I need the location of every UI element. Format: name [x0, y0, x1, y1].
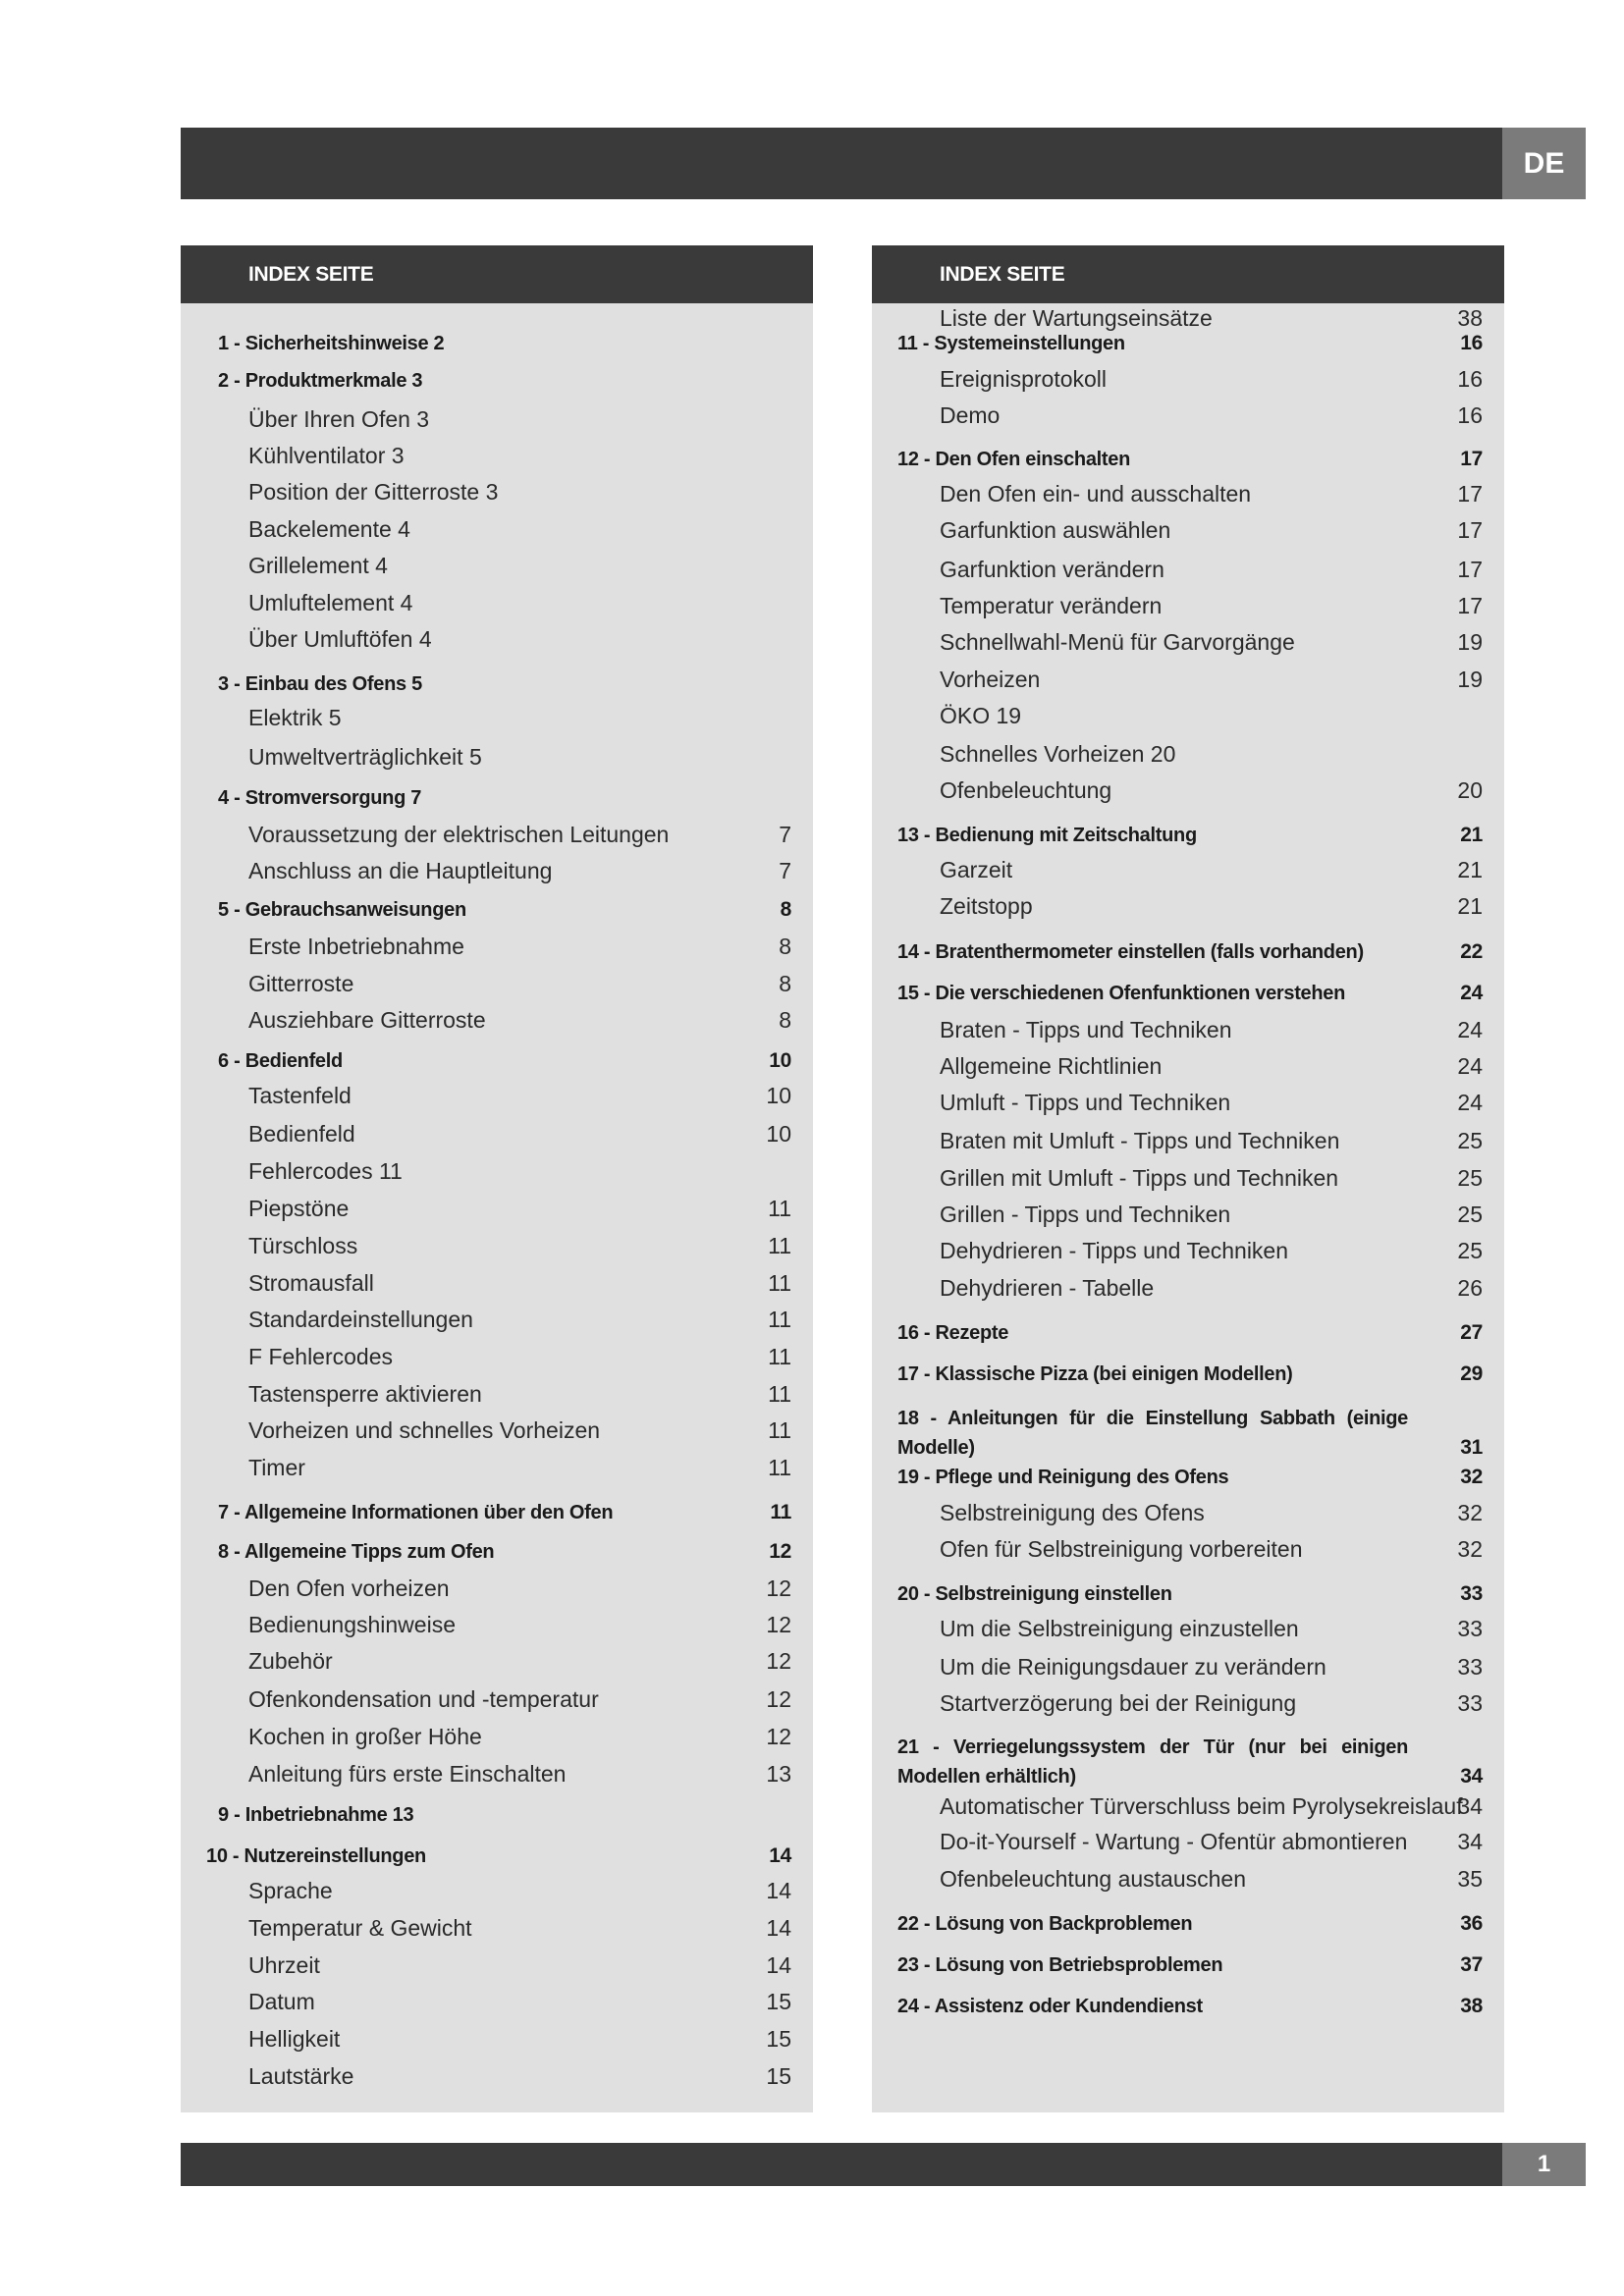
entry-title: Demo	[940, 402, 1001, 428]
entry-title: Backelemente 4	[248, 516, 410, 542]
entry-page-number: 32	[1457, 1500, 1483, 1525]
entry-title: Kühlventilator 3	[248, 443, 405, 468]
entry-page-number: 35	[1457, 1866, 1483, 1892]
entry-title: 1 - Sicherheitshinweise 2	[218, 333, 445, 354]
entry-title: Tastenfeld	[248, 1083, 352, 1108]
entry-title: 5 - Gebrauchsanweisungen	[218, 899, 466, 921]
entry-page-number: 12	[769, 1540, 791, 1563]
entry-title: 15 - Die verschiedenen Ofenfunktionen verstehen	[897, 983, 1346, 1004]
entry-page-number: 38	[1457, 305, 1483, 331]
entry-page-number: 17	[1457, 557, 1483, 582]
entry-title: 10 - Nutzereinstellungen	[206, 1845, 426, 1867]
entry-page-number: 11	[770, 1501, 791, 1523]
entry-title: Elektrik 5	[248, 705, 342, 730]
entry-title: Ofenbeleuchtung austauschen	[940, 1866, 1247, 1892]
entry-title: Zubehör	[248, 1648, 333, 1674]
entry-page-number: 21	[1460, 824, 1483, 846]
index-column-left	[181, 245, 813, 2112]
entry-title: Anschluss an die Hauptleitung	[248, 858, 553, 883]
index-header: INDEX SEITE	[181, 245, 813, 303]
entry-page-number: 25	[1457, 1238, 1483, 1263]
entry-title: Dehydrieren - Tabelle	[940, 1275, 1155, 1301]
entry-title: 9 - Inbetriebnahme 13	[218, 1804, 414, 1826]
entry-page-number: 34	[1460, 1765, 1483, 1788]
entry-page-number: 19	[1457, 667, 1483, 692]
entry-title: F Fehlercodes	[248, 1344, 394, 1369]
entry-page-number: 24	[1460, 982, 1483, 1004]
entry-page-number: 13	[766, 1761, 791, 1787]
entry-title: Schnelles Vorheizen 20	[940, 741, 1176, 767]
entry-title: Braten - Tipps und Techniken	[940, 1017, 1232, 1042]
entry-title: Allgemeine Richtlinien	[940, 1053, 1163, 1079]
entry-page-number: 22	[1460, 940, 1483, 963]
entry-page-number: 34	[1457, 1829, 1483, 1854]
entry-title: 18 - Anleitungen für die Einstellung Sabbath (einige Modelle)	[897, 1408, 1408, 1459]
entry-title: Uhrzeit	[248, 1952, 320, 1978]
header-bar	[181, 128, 1502, 199]
entry-title: Anleitung fürs erste Einschalten	[248, 1761, 567, 1787]
entry-title: Sprache	[248, 1878, 333, 1903]
entry-title: 20 - Selbstreinigung einstellen	[897, 1583, 1172, 1605]
entry-title: Umluftelement 4	[248, 590, 413, 615]
entry-title: 16 - Rezepte	[897, 1322, 1009, 1344]
entry-title: 14 - Bratenthermometer einstellen (falls vorhanden)	[897, 941, 1364, 963]
entry-title: Erste Inbetriebnahme	[248, 934, 464, 959]
entry-title: Umweltverträglichkeit 5	[248, 744, 482, 770]
entry-page-number: 24	[1457, 1053, 1483, 1079]
entry-page-number: 8	[780, 898, 791, 921]
entry-page-number: 25	[1457, 1201, 1483, 1227]
entry-title: Fehlercodes 11	[248, 1158, 403, 1184]
entry-title: Position der Gitterroste 3	[248, 479, 499, 505]
entry-page-number: 11	[768, 1307, 791, 1332]
entry-title: Ofenbeleuchtung	[940, 777, 1112, 803]
entry-title: Grillen - Tipps und Techniken	[940, 1201, 1231, 1227]
entry-title: Bedienfeld	[248, 1121, 355, 1147]
entry-page-number: 16	[1460, 332, 1483, 354]
entry-page-number: 14	[766, 1952, 791, 1978]
entry-page-number: 29	[1460, 1362, 1483, 1385]
entry-title: Türschloss	[248, 1233, 358, 1258]
entry-page-number: 12	[766, 1575, 791, 1601]
entry-title: 4 - Stromversorgung 7	[218, 787, 422, 809]
entry-title: Über Umluftöfen 4	[248, 626, 432, 652]
entry-title: 12 - Den Ofen einschalten	[897, 449, 1131, 470]
entry-title: Garfunktion auswählen	[940, 517, 1171, 543]
entry-page-number: 12	[766, 1686, 791, 1712]
entry-page-number: 12	[766, 1612, 791, 1637]
language-badge: DE	[1502, 128, 1586, 199]
entry-page-number: 37	[1460, 1953, 1483, 1976]
entry-page-number: 14	[766, 1915, 791, 1941]
entry-title: 19 - Pflege und Reinigung des Ofens	[897, 1467, 1229, 1488]
entry-title: Automatischer Türverschluss beim Pyrolysekreislauf	[940, 1793, 1463, 1819]
entry-page-number: 7	[779, 858, 791, 883]
entry-title: Stromausfall	[248, 1270, 374, 1296]
entry-title: Grillen mit Umluft - Tipps und Techniken	[940, 1165, 1339, 1191]
entry-page-number: 16	[1457, 366, 1483, 392]
entry-title: 3 - Einbau des Ofens 5	[218, 673, 422, 695]
entry-page-number: 17	[1457, 517, 1483, 543]
entry-page-number: 21	[1457, 857, 1483, 882]
entry-title: 11 - Systemeinstellungen	[897, 333, 1125, 354]
entry-page-number: 32	[1457, 1536, 1483, 1562]
entry-page-number: 21	[1457, 893, 1483, 919]
entry-title: Liste der Wartungseinsätze	[940, 305, 1213, 331]
entry-title: 7 - Allgemeine Informationen über den Ofen	[218, 1502, 614, 1523]
footer-bar	[181, 2143, 1502, 2186]
entry-page-number: 33	[1460, 1582, 1483, 1605]
entry-page-number: 36	[1460, 1912, 1483, 1935]
entry-title: Gitterroste	[248, 971, 354, 996]
entry-page-number: 11	[768, 1196, 791, 1221]
entry-title: Piepstöne	[248, 1196, 350, 1221]
entry-title: Den Ofen vorheizen	[248, 1575, 450, 1601]
entry-page-number: 11	[768, 1417, 791, 1443]
entry-page-number: 16	[1457, 402, 1483, 428]
entry-title: Helligkeit	[248, 2026, 341, 2052]
entry-title: Grillelement 4	[248, 553, 388, 578]
entry-title: Selbstreinigung des Ofens	[940, 1500, 1205, 1525]
entry-page-number: 11	[768, 1270, 791, 1296]
entry-page-number: 34	[1457, 1793, 1483, 1819]
entry-title: 2 - Produktmerkmale 3	[218, 370, 423, 392]
entry-page-number: 8	[779, 934, 791, 959]
entry-title: Datum	[248, 1989, 315, 2014]
entry-page-number: 26	[1457, 1275, 1483, 1301]
entry-page-number: 12	[766, 1724, 791, 1749]
entry-title: 6 - Bedienfeld	[218, 1050, 343, 1072]
entry-page-number: 19	[1457, 629, 1483, 655]
entry-title: Temperatur & Gewicht	[248, 1915, 472, 1941]
entry-title: Braten mit Umluft - Tipps und Techniken	[940, 1128, 1340, 1153]
entry-page-number: 24	[1457, 1017, 1483, 1042]
entry-title: Umluft - Tipps und Techniken	[940, 1090, 1231, 1115]
entry-title: Ofenkondensation und -temperatur	[248, 1686, 599, 1712]
entry-page-number: 15	[766, 2026, 791, 2052]
entry-title: Über Ihren Ofen 3	[248, 406, 430, 432]
entry-page-number: 38	[1460, 1995, 1483, 2017]
entry-title: Ofen für Selbstreinigung vorbereiten	[940, 1536, 1303, 1562]
entry-title: Garfunktion verändern	[940, 557, 1164, 582]
entry-page-number: 31	[1460, 1436, 1483, 1459]
entry-title: 23 - Lösung von Betriebsproblemen	[897, 1954, 1223, 1976]
entry-page-number: 17	[1460, 448, 1483, 470]
entry-page-number: 10	[766, 1121, 791, 1147]
index-column-right	[872, 245, 1504, 2112]
entry-page-number: 15	[766, 2063, 791, 2089]
entry-page-number: 20	[1457, 777, 1483, 803]
entry-page-number: 14	[766, 1878, 791, 1903]
entry-title: 21 - Verriegelungssystem der Tür (nur bei einigen Modellen erhältlich)	[897, 1736, 1408, 1788]
entry-title: Vorheizen und schnelles Vorheizen	[248, 1417, 601, 1443]
entry-title: Um die Selbstreinigung einzustellen	[940, 1616, 1299, 1641]
entry-page-number: 7	[779, 822, 791, 847]
entry-page-number: 33	[1457, 1616, 1483, 1641]
entry-title: Do-it-Yourself - Wartung - Ofentür abmontieren	[940, 1829, 1408, 1854]
entry-page-number: 27	[1460, 1321, 1483, 1344]
entry-title: Startverzögerung bei der Reinigung	[940, 1690, 1297, 1716]
page-number: 1	[1502, 2143, 1586, 2186]
entry-page-number: 25	[1457, 1165, 1483, 1191]
entry-page-number: 33	[1457, 1654, 1483, 1680]
entry-page-number: 12	[766, 1648, 791, 1674]
entry-title: Um die Reinigungsdauer zu verändern	[940, 1654, 1326, 1680]
entry-page-number: 8	[779, 1007, 791, 1033]
entry-title: Bedienungshinweise	[248, 1612, 456, 1637]
entry-title: 24 - Assistenz oder Kundendienst	[897, 1996, 1203, 2017]
entry-title: Schnellwahl-Menü für Garvorgänge	[940, 629, 1295, 655]
entry-title: Ausziehbare Gitterroste	[248, 1007, 486, 1033]
entry-title: Den Ofen ein- und ausschalten	[940, 481, 1252, 507]
entry-title: Standardeinstellungen	[248, 1307, 473, 1332]
entry-title: Lautstärke	[248, 2063, 354, 2089]
entry-title: ÖKO 19	[940, 703, 1022, 728]
entry-page-number: 10	[766, 1083, 791, 1108]
entry-page-number: 25	[1457, 1128, 1483, 1153]
entry-page-number: 11	[768, 1344, 791, 1369]
entry-title: 17 - Klassische Pizza (bei einigen Modellen)	[897, 1363, 1293, 1385]
entry-title: Tastensperre aktivieren	[248, 1381, 482, 1407]
entry-page-number: 10	[769, 1049, 791, 1072]
entry-title: 8 - Allgemeine Tipps zum Ofen	[218, 1541, 495, 1563]
entry-title: Timer	[248, 1455, 305, 1480]
entry-page-number: 11	[768, 1381, 791, 1407]
entry-page-number: 11	[768, 1233, 791, 1258]
entry-title: Zeitstopp	[940, 893, 1033, 919]
entry-title: 13 - Bedienung mit Zeitschaltung	[897, 825, 1197, 846]
entry-title: Temperatur verändern	[940, 593, 1163, 618]
entry-page-number: 8	[779, 971, 791, 996]
entry-title: Garzeit	[940, 857, 1013, 882]
entry-page-number: 32	[1460, 1466, 1483, 1488]
entry-page-number: 14	[769, 1844, 791, 1867]
entry-title: Dehydrieren - Tipps und Techniken	[940, 1238, 1289, 1263]
entry-page-number: 15	[766, 1989, 791, 2014]
entry-page-number: 24	[1457, 1090, 1483, 1115]
entry-title: Voraussetzung der elektrischen Leitungen	[248, 822, 670, 847]
entry-page-number: 17	[1457, 481, 1483, 507]
index-header: INDEX SEITE	[872, 245, 1504, 303]
entry-page-number: 33	[1457, 1690, 1483, 1716]
entry-title: 22 - Lösung von Backproblemen	[897, 1913, 1193, 1935]
entry-title: Kochen in großer Höhe	[248, 1724, 482, 1749]
entry-title: Ereignisprotokoll	[940, 366, 1108, 392]
entry-page-number: 11	[768, 1455, 791, 1480]
entry-title: Vorheizen	[940, 667, 1041, 692]
entry-page-number: 17	[1457, 593, 1483, 618]
